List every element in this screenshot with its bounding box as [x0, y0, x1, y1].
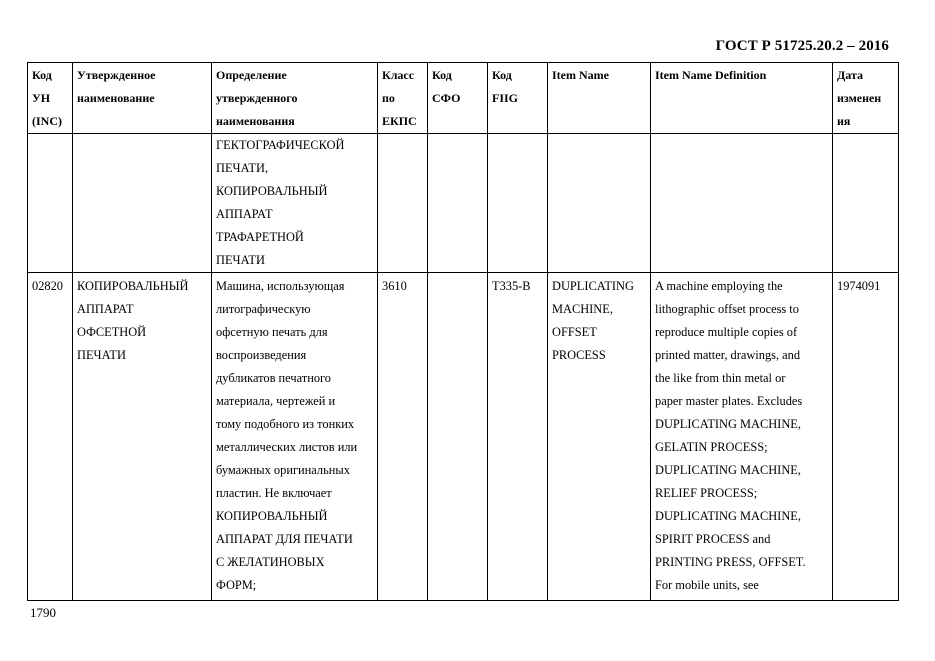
cell-ekps-class — [378, 134, 428, 273]
cell-text-line: FIIG — [492, 91, 519, 105]
cell-text-line: DUPLICATING — [552, 279, 634, 293]
cell-text-line: ФОРМ; — [216, 578, 257, 592]
cell-text-line: изменен — [837, 91, 882, 105]
cell-text-line: литографическую — [216, 302, 311, 316]
cell-text-line: OFFSET — [552, 325, 597, 339]
cell-text-line: материала, чертежей и — [216, 394, 336, 408]
cell-fiig-code — [488, 273, 548, 601]
cell-text-line: RELIEF PROCESS; — [655, 486, 758, 500]
cell-text-line: (INC) — [32, 114, 62, 128]
cell-text-line: ПЕЧАТИ — [216, 253, 265, 267]
cell-text-line: ПЕЧАТИ, — [216, 161, 269, 175]
header-sfo-code — [428, 63, 488, 134]
cell-name-definition — [212, 273, 378, 601]
cell-change-date — [833, 134, 899, 273]
cell-approved-name — [73, 273, 212, 601]
cell-text-line: тому подобного из тонких — [216, 417, 355, 431]
cell-text-line: офсетную печать для — [216, 325, 328, 339]
cell-item-name-definition — [651, 134, 833, 273]
cell-approved-name — [73, 134, 212, 273]
cell-text-line: PRINTING PRESS, OFFSET. — [655, 555, 806, 569]
cell-text-line: наименования — [216, 114, 295, 128]
header-inc-code — [28, 63, 73, 134]
cell-text-line: reproduce multiple copies of — [655, 325, 798, 339]
cell-text-line: КОПИРОВАЛЬНЫЙ — [77, 279, 189, 293]
standard-designation: ГОСТ Р 51725.20.2 – 2016 — [715, 38, 889, 54]
cell-text-line: A machine employing the — [655, 279, 783, 293]
cell-text-line: paper master plates. Excludes — [655, 394, 803, 408]
cell-text-line: T335-B — [492, 279, 531, 293]
cell-change-date — [833, 273, 899, 601]
cell-name-definition — [212, 134, 378, 273]
cell-text-line: printed matter, drawings, and — [655, 348, 801, 362]
cell-text-line: 3610 — [382, 279, 407, 293]
cell-text-line: Item Name — [552, 68, 609, 82]
cell-text-line: УН — [32, 91, 51, 105]
header-change-date — [833, 63, 899, 134]
cell-text-line: Машина, использующая — [216, 279, 345, 293]
cell-text-line: Дата — [837, 68, 863, 82]
cell-text-line: DUPLICATING MACHINE, — [655, 463, 801, 477]
cell-text-line: КОПИРОВАЛЬНЫЙ — [216, 184, 328, 198]
cell-text-line: АППАРАТ — [216, 207, 273, 221]
cell-text-line: пластин. Не включает — [216, 486, 332, 500]
cell-item-name — [548, 273, 651, 601]
cell-text-line: Код — [432, 68, 452, 82]
cell-text-line: С ЖЕЛАТИНОВЫХ — [216, 555, 325, 569]
cell-text-line: 1974091 — [837, 279, 881, 293]
cell-inc-code — [28, 134, 73, 273]
cell-text-line: Определение — [216, 68, 287, 82]
cell-sfo-code — [428, 134, 488, 273]
cell-text-line: DUPLICATING MACHINE, — [655, 417, 801, 431]
page-number: 1790 — [30, 605, 56, 620]
header-approved-name — [73, 63, 212, 134]
cell-inc-code — [28, 273, 73, 601]
cell-text-line: ЕКПС — [382, 114, 417, 128]
header-item-name — [548, 63, 651, 134]
header-ekps-class — [378, 63, 428, 134]
cell-item-name-definition — [651, 273, 833, 601]
cell-text-line: DUPLICATING MACHINE, — [655, 509, 801, 523]
cell-text-line: Item Name Definition — [655, 68, 767, 82]
cell-text-line: бумажных оригинальных — [216, 463, 350, 477]
cell-text-line: утвержденного — [216, 91, 298, 105]
cell-text-line: ОФСЕТНОЙ — [77, 325, 147, 339]
cell-text-line: наименование — [77, 91, 155, 105]
cell-text-line: воспроизведения — [216, 348, 307, 362]
cell-text-line: Код — [32, 68, 52, 82]
cell-fiig-code — [488, 134, 548, 273]
cell-text-line: ия — [837, 114, 851, 128]
cell-text-line: Класс — [382, 68, 415, 82]
table-row — [28, 134, 899, 273]
cell-text-line: For mobile units, see — [655, 578, 759, 592]
cell-ekps-class — [378, 273, 428, 601]
table-header-row — [28, 63, 899, 134]
cell-sfo-code — [428, 273, 488, 601]
table-row — [28, 273, 899, 601]
header-fiig-code — [488, 63, 548, 134]
cell-text-line: дубликатов печатного — [216, 371, 331, 385]
cell-text-line: ГЕКТОГРАФИЧЕСКОЙ — [216, 138, 345, 152]
cell-text-line: the like from thin metal or — [655, 371, 786, 385]
cell-text-line: по — [382, 91, 395, 105]
cell-text-line: ПЕЧАТИ — [77, 348, 126, 362]
cell-text-line: СФО — [432, 91, 461, 105]
header-item-name-definition — [651, 63, 833, 134]
cell-item-name — [548, 134, 651, 273]
cell-text-line: Код — [492, 68, 512, 82]
cell-text-line: металлических листов или — [216, 440, 358, 454]
header-name-definition — [212, 63, 378, 134]
item-name-table — [27, 62, 899, 601]
cell-text-line: lithographic offset process to — [655, 302, 799, 316]
cell-text-line: АППАРАТ ДЛЯ ПЕЧАТИ — [216, 532, 353, 546]
cell-text-line: КОПИРОВАЛЬНЫЙ — [216, 509, 328, 523]
cell-text-line: SPIRIT PROCESS and — [655, 532, 771, 546]
cell-text-line: GELATIN PROCESS; — [655, 440, 768, 454]
cell-text-line: АППАРАТ — [77, 302, 134, 316]
cell-text-line: PROCESS — [552, 348, 606, 362]
cell-text-line: ТРАФАРЕТНОЙ — [216, 230, 304, 244]
cell-text-line: 02820 — [32, 279, 63, 293]
cell-text-line: MACHINE, — [552, 302, 613, 316]
cell-text-line: Утвержденное — [77, 68, 156, 82]
